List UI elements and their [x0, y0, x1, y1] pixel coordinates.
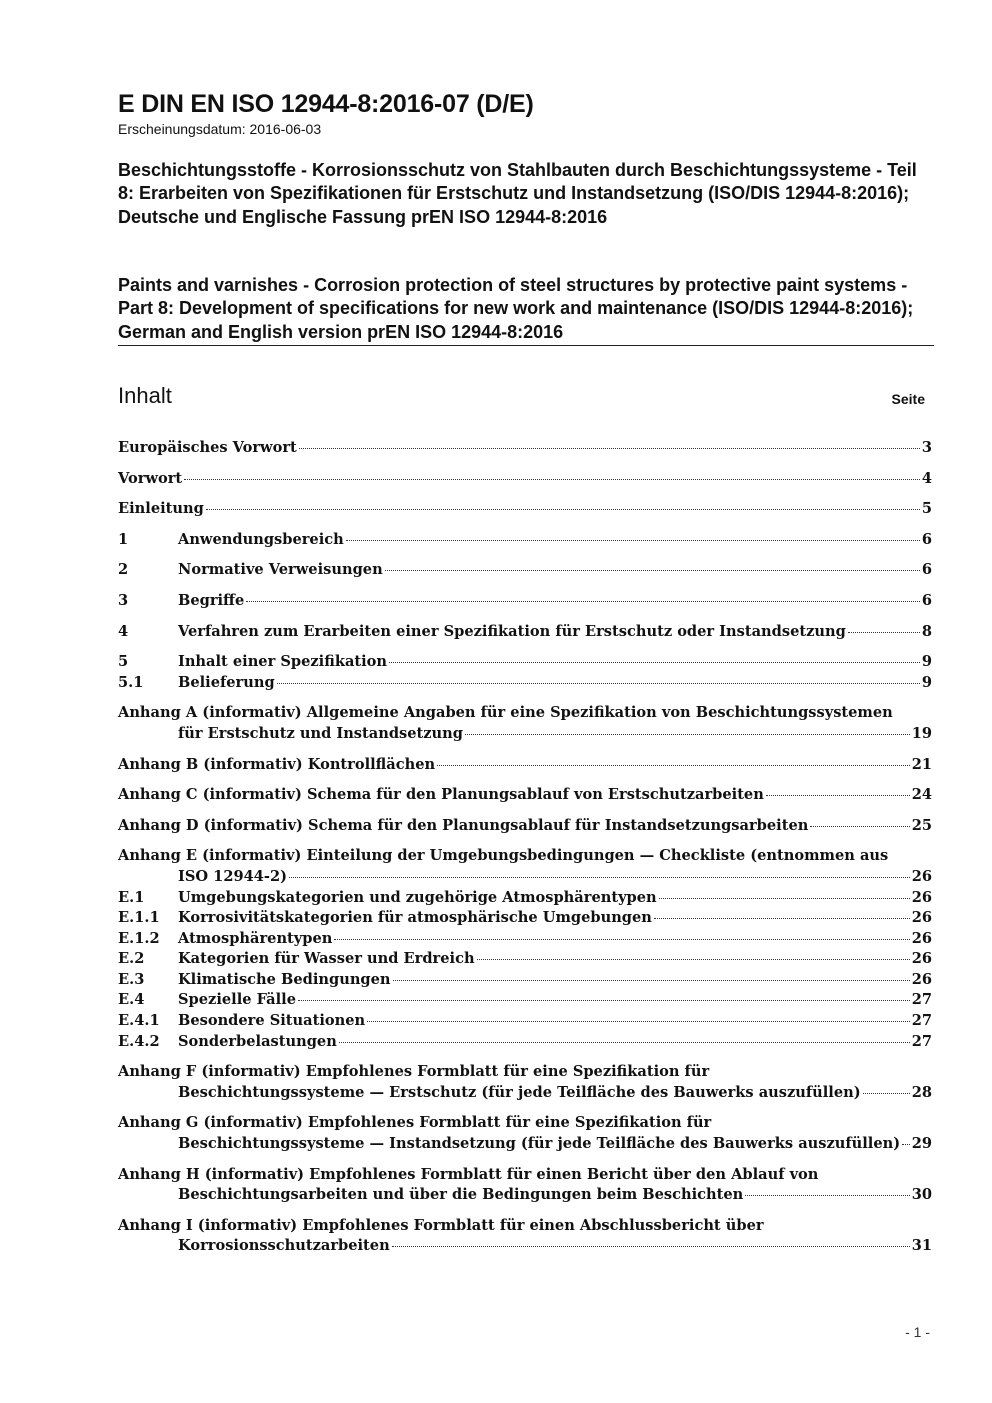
title-german: Beschichtungsstoffe - Korrosionsschutz von Stahlbauten durch Beschichtungssysteme - Teil 8: Erarbeiten von Spezifikationen für Erstschutz und Instandsetzung (ISO/DIS 12944-8:2016); Deutsche und Englische Fassung prEN ISO 12944-8:2016 [118, 160, 917, 227]
toc-dot-leader [465, 733, 910, 735]
toc-entry-heading: Anhang I (informativ) Empfohlenes Formblatt für einen Abschlussbericht über [118, 1216, 764, 1234]
toc-entry[interactable] [118, 846, 932, 887]
toc-entry-page: 8 [921, 622, 932, 640]
toc-entry-number: 1 [118, 530, 129, 548]
toc-entry-page: 26 [911, 929, 932, 947]
toc-entry-title: Europäisches Vorwort [118, 439, 297, 456]
toc-entry-page: 28 [911, 1083, 932, 1101]
toc-dot-leader [863, 1092, 910, 1094]
toc-entry-number: E.4.2 [118, 1032, 160, 1050]
toc-entry-title: Korrosivitätskategorien für atmosphärische Umgebungen [178, 909, 652, 927]
toc-entry[interactable] [118, 530, 932, 551]
toc-entry-title: Beschichtungsarbeiten und über die Bedingungen beim Beschichten [178, 1186, 744, 1204]
toc-entry-title: Anhang B (informativ) Kontrollflächen [118, 755, 436, 773]
toc-dot-leader [298, 999, 910, 1001]
toc-dot-leader [184, 478, 920, 480]
toc-entry[interactable] [118, 990, 932, 1011]
toc-entry-heading: Anhang E (informativ) Einteilung der Umgebungsbedingungen — Checkliste (entnommen aus [118, 847, 889, 865]
toc-entry-page: 30 [911, 1186, 932, 1204]
toc-entry-title: Anhang D (informativ) Schema für den Planungsablauf für Instandsetzungsarbeiten [118, 816, 809, 834]
toc-dot-leader [334, 938, 909, 940]
toc-entry-page: 9 [921, 673, 932, 691]
toc-entry[interactable] [118, 560, 932, 581]
toc-entry[interactable] [118, 929, 932, 950]
toc-dot-leader [477, 958, 910, 960]
toc-entry-page: 26 [911, 970, 932, 988]
toc-entry-number: E.1 [118, 888, 145, 906]
toc-entry-title: Beschichtungssysteme — Instandsetzung (für jede Teilfläche des Bauwerks auszufüllen) [178, 1135, 901, 1153]
toc-entry-page: 6 [921, 561, 932, 579]
toc-entry-number: E.1.2 [118, 929, 160, 947]
toc-entry[interactable] [118, 1032, 932, 1053]
toc-entry-number: E.4.1 [118, 1012, 160, 1030]
toc-entry-title: Umgebungskategorien und zugehörige Atmosphärentypen [178, 888, 657, 906]
toc-entry-page: 27 [911, 1012, 932, 1030]
page-number: - 1 - [905, 1324, 930, 1340]
toc-entry-page: 3 [921, 439, 932, 456]
toc-dot-leader [346, 539, 920, 541]
toc-dot-leader [393, 979, 910, 981]
toc-entry-title: Korrosionsschutzarbeiten [178, 1237, 390, 1255]
toc-entry[interactable] [118, 703, 932, 744]
toc-entry-page: 6 [921, 530, 932, 548]
toc-dot-leader [246, 600, 920, 602]
toc-entry-title: Begriffe [178, 591, 245, 609]
toc-entry-page: 29 [911, 1135, 932, 1153]
toc-entry-page: 26 [911, 888, 932, 906]
toc-dot-leader [389, 661, 920, 663]
toc-entry-number: 5 [118, 653, 129, 671]
toc-entry[interactable] [118, 622, 932, 643]
toc-entry-page: 9 [921, 653, 932, 671]
toc-heading: Inhalt [118, 383, 172, 408]
toc-dot-leader [339, 1041, 910, 1043]
toc-entry-page: 19 [911, 724, 932, 742]
toc-dot-leader [392, 1245, 910, 1247]
toc-dot-leader [654, 917, 910, 919]
toc-dot-leader [659, 897, 910, 899]
toc-entry-number: 2 [118, 561, 129, 579]
toc-dot-leader [766, 794, 910, 796]
toc-dot-leader [299, 447, 920, 449]
toc-entry-title: Inhalt einer Spezifikation [178, 653, 388, 671]
toc-entry[interactable] [118, 816, 932, 837]
toc-entry-number: 4 [118, 622, 129, 640]
toc-dot-leader [385, 569, 920, 571]
toc-entry[interactable] [118, 1062, 932, 1103]
toc-entry-title: Belieferung [178, 673, 275, 691]
toc-entry-title: ISO 12944-2) [178, 867, 288, 885]
toc-entry[interactable] [118, 591, 932, 612]
toc-entry[interactable] [118, 970, 932, 991]
toc-entry-page: 27 [911, 1032, 932, 1050]
toc-dot-leader [437, 764, 910, 766]
toc-entry-title: Besondere Situationen [178, 1012, 366, 1030]
toc-entry-page: 26 [911, 909, 932, 927]
toc-entry-title: Spezielle Fälle [178, 991, 296, 1009]
toc-entry-heading: Anhang G (informativ) Empfohlenes Formblatt für eine Spezifikation für [118, 1114, 712, 1132]
toc-entry-page: 25 [911, 816, 932, 834]
toc-dot-leader [810, 825, 909, 827]
toc-entry-number: 5.1 [118, 673, 144, 691]
toc-entry-page: 21 [911, 755, 932, 773]
toc-dot-leader [277, 682, 920, 684]
toc-entry-number: E.3 [118, 970, 145, 988]
toc-entry-page: 5 [921, 500, 932, 518]
toc-page-column-label: Seite [891, 391, 925, 407]
toc-entry-title: Einleitung [118, 500, 204, 518]
toc-entry-title: Anwendungsbereich [178, 530, 344, 548]
toc-entry-heading: Anhang H (informativ) Empfohlenes Formblatt für einen Bericht über den Ablauf von [118, 1165, 819, 1183]
toc-entry[interactable] [118, 469, 932, 490]
toc-entry-title: Atmosphärentypen [178, 929, 333, 947]
toc-entry-heading: Anhang A (informativ) Allgemeine Angaben für eine Spezifikation von Beschichtungssystemen [118, 704, 893, 722]
title-divider [118, 345, 934, 346]
toc-entry-title: Verfahren zum Erarbeiten einer Spezifikation für Erstschutz oder Instandsetzung [178, 622, 846, 640]
toc-entry-page: 6 [921, 591, 932, 609]
table-of-contents [118, 438, 932, 1257]
toc-entry-title: für Erstschutz und Instandsetzung [178, 724, 463, 742]
toc-dot-leader [848, 631, 920, 633]
toc-entry[interactable] [118, 652, 932, 673]
toc-entry[interactable] [118, 1165, 932, 1206]
toc-entry-page: 24 [911, 786, 932, 804]
document-code: E DIN EN ISO 12944-8:2016-07 (D/E) [118, 90, 534, 118]
title-english: Paints and varnishes - Corrosion protection of steel structures by protective paint systems - Part 8: Development of specifications for new work and maintenance (ISO/DIS 12944-8:2016); German and English version prEN ISO 12944-8:2016 [118, 275, 914, 342]
toc-entry[interactable] [118, 1011, 932, 1032]
toc-entry-number: E.4 [118, 991, 145, 1009]
toc-entry-title: Kategorien für Wasser und Erdreich [178, 950, 475, 968]
toc-entry-title: Vorwort [118, 469, 183, 487]
toc-entry-title: Anhang C (informativ) Schema für den Planungsablauf von Erstschutzarbeiten [118, 786, 764, 804]
toc-entry[interactable] [118, 785, 932, 806]
toc-entry[interactable] [118, 908, 932, 929]
toc-entry[interactable] [118, 1113, 932, 1154]
toc-entry[interactable] [118, 888, 932, 909]
toc-entry-page: 31 [911, 1237, 932, 1255]
toc-entry-title: Normative Verweisungen [178, 561, 383, 579]
publication-date: Erscheinungsdatum: 2016-06-03 [118, 121, 322, 137]
toc-dot-leader [367, 1020, 910, 1022]
toc-entry-title: Klimatische Bedingungen [178, 970, 391, 988]
toc-entry[interactable] [118, 438, 932, 459]
toc-entry[interactable] [118, 755, 932, 776]
toc-entry-title: Beschichtungssysteme — Erstschutz (für jede Teilfläche des Bauwerks auszufüllen) [178, 1083, 861, 1101]
toc-entry-page: 26 [911, 950, 932, 968]
toc-entry[interactable] [118, 673, 932, 694]
toc-entry-number: E.2 [118, 950, 145, 968]
toc-entry-page: 26 [911, 867, 932, 885]
toc-entry-number: 3 [118, 591, 129, 609]
toc-entry[interactable] [118, 499, 932, 520]
toc-entry[interactable] [118, 1216, 932, 1257]
toc-entry[interactable] [118, 949, 932, 970]
toc-entry-page: 4 [921, 469, 932, 487]
toc-dot-leader [206, 508, 920, 510]
toc-entry-page: 27 [911, 991, 932, 1009]
toc-dot-leader [289, 876, 910, 878]
toc-entry-number: E.1.1 [118, 909, 160, 927]
toc-entry-heading: Anhang F (informativ) Empfohlenes Formblatt für eine Spezifikation für [118, 1063, 710, 1081]
toc-dot-leader [745, 1194, 909, 1196]
toc-entry-title: Sonderbelastungen [178, 1032, 337, 1050]
toc-dot-leader [902, 1143, 910, 1145]
